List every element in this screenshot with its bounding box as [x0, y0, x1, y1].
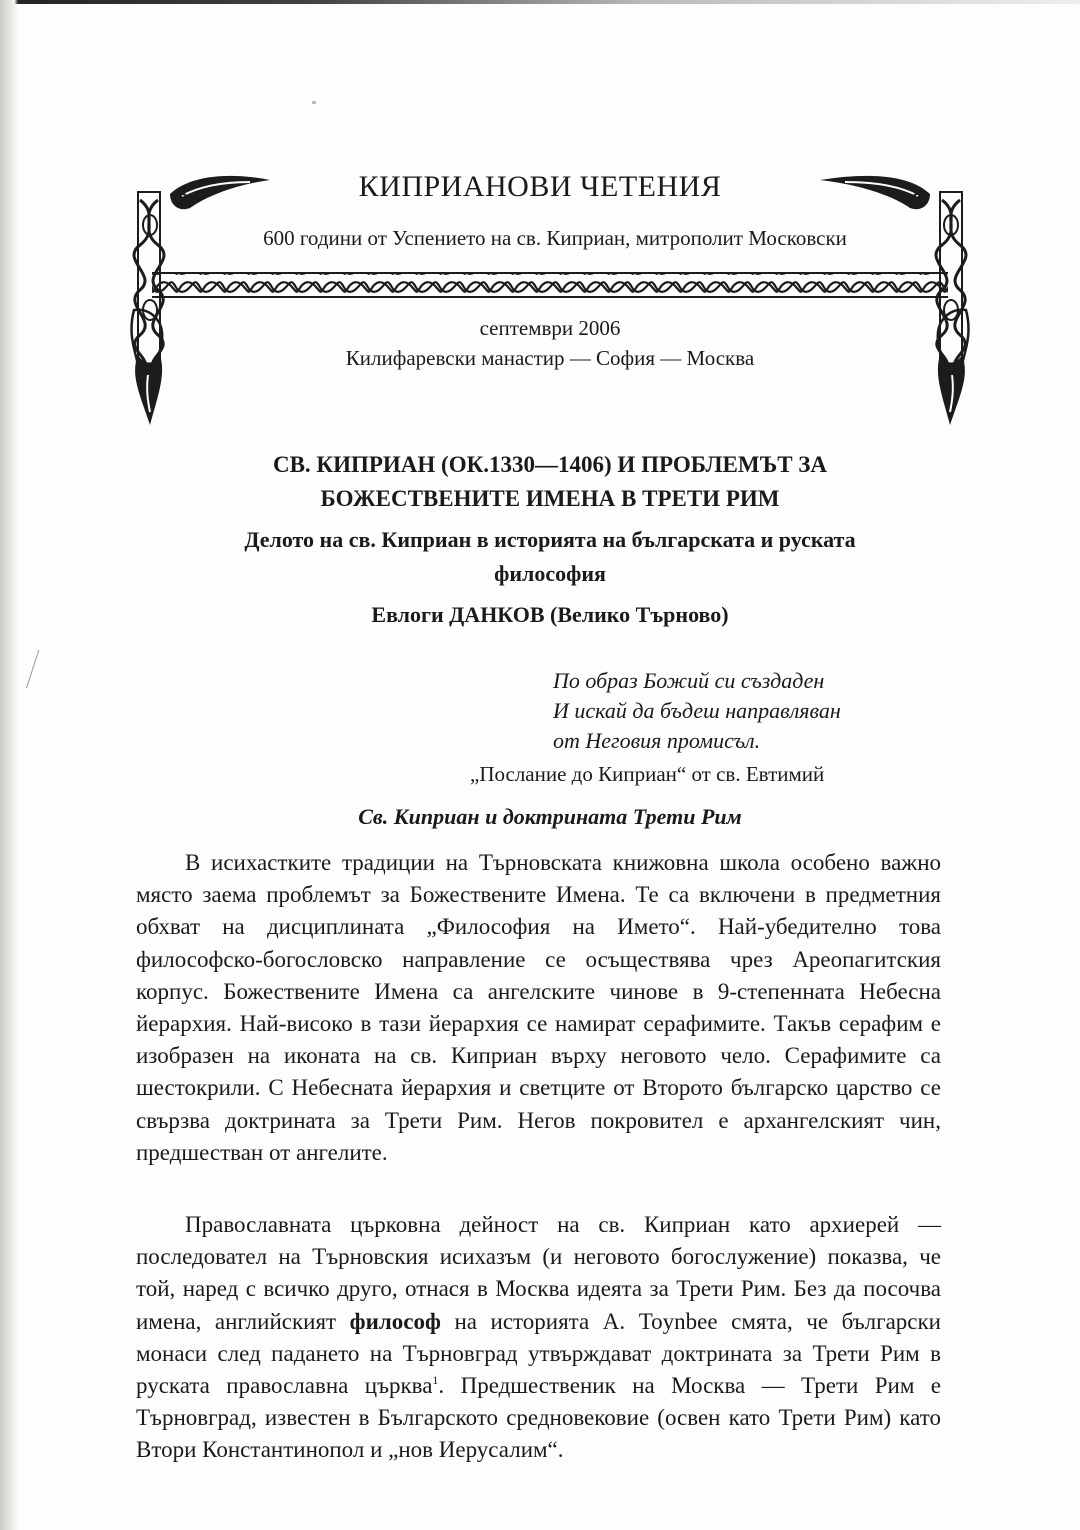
conference-date: септември 2006 — [479, 316, 621, 340]
epigraph-source: „Послание до Киприан“ от св. Евтимий — [470, 762, 825, 786]
section-heading: Св. Киприан и доктрината Трети Рим — [358, 804, 742, 829]
footnote-ref[interactable]: 1 — [432, 1373, 439, 1388]
article-subtitle-line: Делото на св. Киприан в историята на българската и руската — [244, 527, 856, 552]
article-title-line: БОЖЕСТВЕНИТЕ ИМЕНА В ТРЕТИ РИМ — [320, 486, 780, 511]
article-subtitle-line: философия — [494, 561, 606, 586]
epigraph-line: И искай да бъдеш направляван — [553, 698, 841, 723]
bold-term: философ — [349, 1308, 441, 1334]
page-gutter-shadow — [0, 0, 18, 1530]
body-paragraph-2 — [136, 1209, 941, 1467]
interlace-ornament — [130, 170, 970, 435]
series-subtitle: 600 години от Успението на св. Киприан, митрополит Московски — [263, 226, 847, 250]
margin-pencil-mark — [26, 650, 45, 690]
epigraph-line: По образ Божий си създаден — [553, 668, 825, 693]
article-title-line: СВ. КИПРИАН (ОК.1330—1406) И ПРОБЛЕМЪТ ЗА — [272, 452, 828, 477]
body-paragraph-1: В исихастките традиции на Търновската книжовна школа особено важно място заема проблемът за Божествените Имена. Те са включени в предметния обхват на дисциплината „Философия на Името“. Най-убедително това философско-богословско направление се осъществява чрез Ареопагитския корпус. Божествените Имена са ангелските чинове в 9-степенната Небесна йерархия. Най-високо в тази йерархия се намират серафимите. Такъв серафим е изобразен на иконата на св. Киприан върху неговото чело. Серафимите са шестокрили. С Небесната йерархия и светците от Второто българско царство се свързва доктрината за Трети Рим. Негов покровител е архангелският чин, предшестван от ангелите. — [136, 850, 941, 1165]
paragraph-text: на историята А. Toynbee смята, че български монаси след падането на Търновград утвърждават доктрината за Трети Рим в руската православна църква — [136, 1308, 941, 1399]
epigraph-line: от Неговия промисъл. — [553, 728, 761, 753]
series-title: КИПРИАНОВИ ЧЕТЕНИЯ — [358, 170, 722, 203]
paragraph-text: . Предшественик на Москва — Трети Рим е Търновград, известен в Българското средновековие (освен като Трети Рим) като Втори Константинопол и „нов Иерусалим“. — [136, 1373, 941, 1463]
article-author: Евлоги ДАНКОВ (Велико Търново) — [371, 602, 729, 627]
article-subtitle — [150, 523, 950, 591]
epigraph — [553, 666, 841, 756]
paragraph-text: Православната църковна дейност на св. Киприан като архиерей — последовател на Търновския исихазъм (и неговото богослужение) показва, че той, наред с всичко друго, отнася в Москва идеята за Трети Рим. Без да посочва имена, английският — [136, 1212, 941, 1334]
conference-places: Килифаревски манастир — София — Москва — [345, 346, 755, 370]
article-title — [180, 448, 920, 516]
scan-top-edge — [0, 0, 1080, 4]
horizontal-braid — [152, 273, 948, 297]
scan-speck — [312, 101, 316, 104]
